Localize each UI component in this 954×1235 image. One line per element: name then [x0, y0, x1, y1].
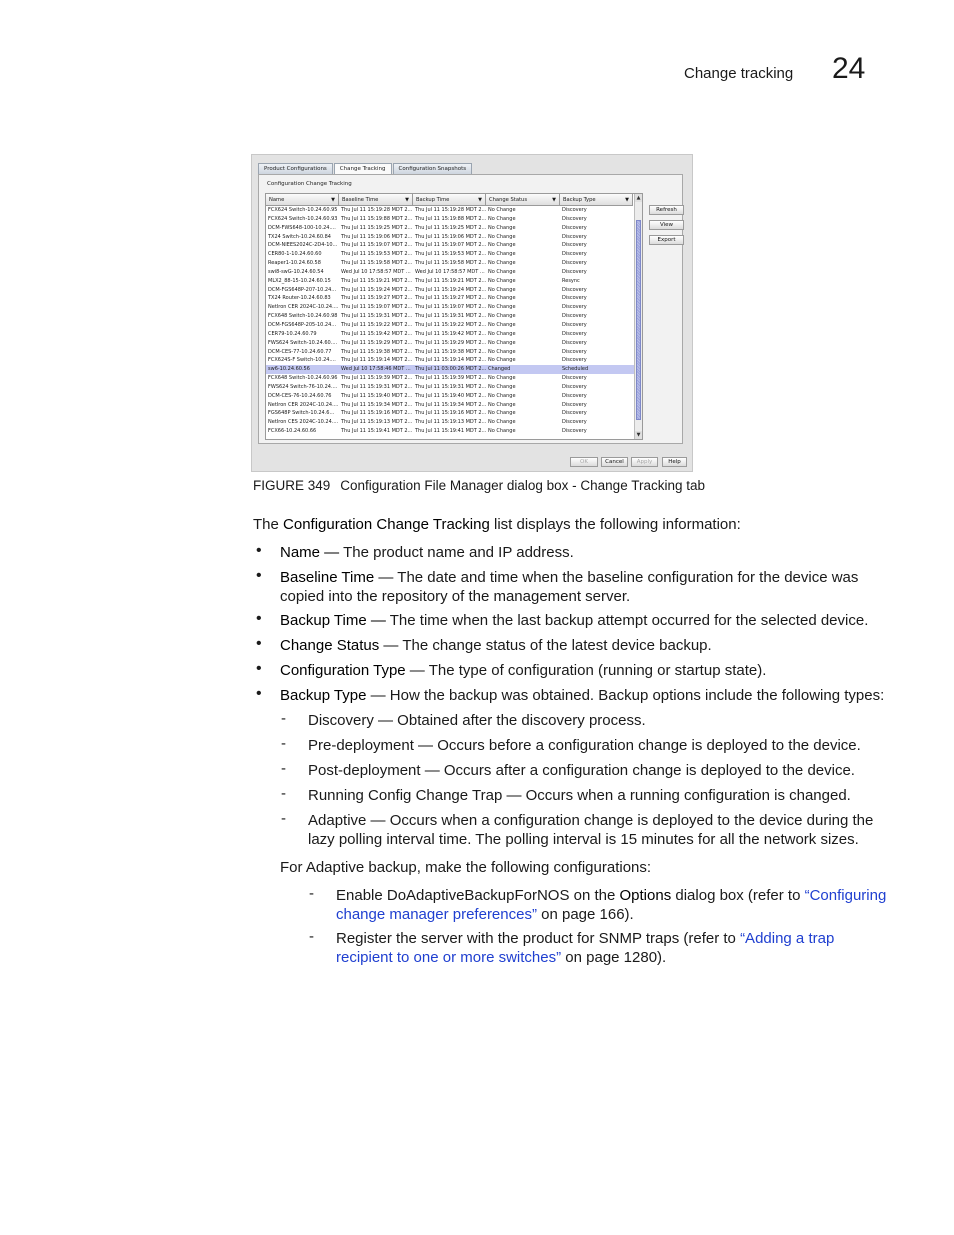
- tab-change-tracking[interactable]: Change Tracking: [334, 163, 392, 174]
- table-cell: FWS624 Switch-10.24.60....: [268, 339, 338, 346]
- table-cell: Thu Jul 11 15:19:88 MDT 2...: [415, 215, 486, 222]
- table-cell: Thu Jul 11 15:19:06 MDT 2...: [415, 233, 486, 240]
- table-cell: Wed Jul 10 17:58:57 MDT ...: [341, 268, 411, 275]
- table-cell: No Change: [488, 260, 516, 267]
- table-cell: Thu Jul 11 15:19:06 MDT 2...: [341, 233, 413, 240]
- column-header-change-status[interactable]: Change Status ▼: [486, 194, 560, 206]
- table-cell: No Change: [488, 295, 516, 302]
- table-row[interactable]: [266, 321, 636, 330]
- link-adding-trap-recipient[interactable]: “Adding a trap: [740, 930, 835, 947]
- table-cell: No Change: [488, 330, 516, 337]
- table-cell: Changed: [488, 366, 511, 373]
- figure-caption: [253, 478, 705, 493]
- table-cell: Thu Jul 11 15:19:07 MDT 2...: [341, 304, 413, 311]
- bullet-icon: •: [256, 610, 262, 627]
- table-cell: No Change: [488, 251, 516, 258]
- config-item-register-cont: recipient to one or more switches” on page 1280).: [336, 949, 667, 966]
- dash-marker: -: [281, 785, 286, 802]
- table-cell: FCX648 Switch-10.24.60.98: [268, 313, 338, 320]
- table-cell: CER79-10.24.60.79: [268, 330, 317, 337]
- table-row[interactable]: [266, 418, 636, 427]
- column-header-backup-type[interactable]: Backup Type ▼: [560, 194, 633, 206]
- table-cell: TX24 Switch-10.24.60.84: [268, 233, 331, 240]
- table-cell: No Change: [488, 392, 516, 399]
- table-cell: Resync: [562, 277, 580, 284]
- table-cell: No Change: [488, 428, 516, 435]
- table-row[interactable]: [266, 224, 636, 233]
- sub-item-adaptive-cont: lazy polling interval time. The polling interval is 15 minutes for all the network sizes.: [308, 831, 859, 848]
- table-cell: No Change: [488, 207, 516, 213]
- table-cell: Thu Jul 11 15:19:34 MDT 2...: [341, 401, 413, 408]
- list-item-change-status: Change Status — The change status of the latest device backup.: [280, 637, 712, 654]
- table-cell: DCM-NIEES2024C-2D4-10...: [268, 242, 338, 249]
- table-cell: FCX624S-F Switch-10.24....: [268, 357, 336, 364]
- table-cell: NetIron CER 2024C-10.24....: [268, 304, 339, 311]
- table-cell: Discovery: [562, 428, 587, 435]
- table-cell: Thu Jul 11 15:19:28 MDT 2...: [341, 207, 413, 213]
- group-label: Configuration Change Tracking: [267, 181, 352, 187]
- column-header-backup-time[interactable]: Backup Time ▼: [413, 194, 486, 206]
- table-cell: Thu Jul 11 15:19:29 MDT 2...: [415, 339, 486, 346]
- table-cell: Thu Jul 11 15:19:24 MDT 2...: [341, 286, 413, 293]
- config-item-enable-cont: change manager preferences” on page 166).: [336, 906, 634, 923]
- table-cell: Discovery: [562, 268, 587, 275]
- table-cell: Thu Jul 11 15:19:40 MDT 2...: [341, 392, 413, 399]
- table-cell: Thu Jul 11 15:19:38 MDT 2...: [341, 348, 413, 355]
- table-cell: Thu Jul 11 15:19:29 MDT 2...: [341, 339, 413, 346]
- table-cell: Thu Jul 11 15:19:39 MDT 2...: [341, 375, 413, 382]
- table-row[interactable]: [266, 206, 636, 215]
- table-row[interactable]: [266, 312, 636, 321]
- table-row[interactable]: [266, 303, 636, 312]
- table-body: [266, 206, 636, 436]
- table-cell: Thu Jul 11 15:19:24 MDT 2...: [415, 286, 486, 293]
- tab-bar: [258, 163, 473, 174]
- table-header: [266, 194, 636, 206]
- table-cell: Discovery: [562, 321, 587, 328]
- chapter-number: 24: [832, 52, 866, 85]
- table-cell: Thu Jul 11 15:19:31 MDT 2...: [341, 383, 413, 390]
- list-item-backup-type: Backup Type — How the backup was obtained. Backup options include the following types:: [280, 687, 885, 704]
- table-cell: Thu Jul 11 15:19:31 MDT 2...: [415, 383, 486, 390]
- table-cell: Thu Jul 11 15:19:16 MDT 2...: [415, 410, 486, 417]
- table-cell: Thu Jul 11 15:19:14 MDT 2...: [415, 357, 486, 364]
- table-cell: Discovery: [562, 215, 587, 222]
- table-cell: CER80-1-10.24.60.60: [268, 251, 322, 258]
- table-cell: Discovery: [562, 295, 587, 302]
- table-cell: Thu Jul 11 15:19:14 MDT 2...: [341, 357, 413, 364]
- table-cell: sw6-10.24.60.56: [268, 366, 310, 373]
- table-cell: NetIron CER 2024C-10.24....: [268, 401, 339, 408]
- bullet-icon: •: [256, 567, 262, 584]
- table-cell: Thu Jul 11 15:19:25 MDT 2...: [415, 224, 486, 231]
- table-cell: No Change: [488, 383, 516, 390]
- table-cell: FCX648 Switch-10.24.60.96: [268, 375, 338, 382]
- table-cell: No Change: [488, 321, 516, 328]
- list-item-baseline-time: Baseline Time — The date and time when the baseline configuration for the device was: [280, 569, 859, 586]
- table-cell: Thu Jul 11 15:19:07 MDT 2...: [341, 242, 413, 249]
- table-cell: Thu Jul 11 03:00:26 MDT 2...: [415, 366, 486, 373]
- table-cell: Discovery: [562, 224, 587, 231]
- table-cell: TX24 Router-10.24.60.83: [268, 295, 331, 302]
- list-item-backup-time: Backup Time — The time when the last backup attempt occurred for the selected device.: [280, 612, 869, 629]
- dash-marker: -: [309, 885, 314, 902]
- vertical-scrollbar[interactable]: [634, 194, 642, 439]
- dash-marker: -: [281, 710, 286, 727]
- table-cell: Thu Jul 11 15:19:40 MDT 2...: [415, 392, 486, 399]
- table-cell: FCX624 Switch-10.24.60.93: [268, 215, 338, 222]
- table-cell: Discovery: [562, 304, 587, 311]
- table-cell: Discovery: [562, 286, 587, 293]
- table-cell: No Change: [488, 401, 516, 408]
- table-row[interactable]: [266, 294, 636, 303]
- table-cell: No Change: [488, 224, 516, 231]
- table-cell: Thu Jul 11 15:19:42 MDT 2...: [341, 330, 413, 337]
- tab-configuration-snapshots[interactable]: Configuration Snapshots: [393, 163, 473, 174]
- help-button[interactable]: Help: [662, 457, 687, 467]
- table-cell: Thu Jul 11 15:19:41 MDT 2...: [415, 428, 486, 435]
- table-cell: Scheduled: [562, 366, 589, 373]
- header-title: Change tracking: [684, 65, 794, 82]
- table-row[interactable]: [266, 383, 636, 392]
- table-cell: Thu Jul 11 15:19:42 MDT 2...: [415, 330, 486, 337]
- figure-screenshot: [251, 154, 693, 472]
- export-button[interactable]: Export: [649, 235, 684, 245]
- table-cell: FCX66-10.24.60.66: [268, 428, 317, 435]
- table-cell: Discovery: [562, 348, 587, 355]
- table-row[interactable]: [266, 374, 636, 383]
- figure-label: FIGURE 349: [253, 478, 331, 493]
- table-cell: No Change: [488, 304, 516, 311]
- intro-paragraph: The Configuration Change Tracking list displays the following information:: [253, 516, 741, 533]
- table-cell: Thu Jul 11 15:19:53 MDT 2...: [415, 251, 486, 258]
- table-cell: No Change: [488, 277, 516, 284]
- adaptive-intro: For Adaptive backup, make the following configurations:: [280, 859, 652, 876]
- table-cell: FGS648P Switch-10.24.6...: [268, 410, 335, 417]
- scroll-down-icon[interactable]: ▼: [636, 432, 641, 438]
- table-cell: Thu Jul 11 15:19:16 MDT 2...: [341, 410, 413, 417]
- sub-item-pre-deployment: Pre-deployment — Occurs before a configuration change is deployed to the device.: [308, 737, 861, 754]
- table-cell: Thu Jul 11 15:19:21 MDT 2...: [341, 277, 413, 284]
- table-cell: No Change: [488, 348, 516, 355]
- table-cell: Discovery: [562, 339, 587, 346]
- table-cell: Thu Jul 11 15:19:27 MDT 2...: [415, 295, 486, 302]
- table-cell: No Change: [488, 233, 516, 240]
- table-cell: Discovery: [562, 233, 587, 240]
- column-header-baseline-time[interactable]: Baseline Time ▼: [339, 194, 413, 206]
- link-configuring-change-manager[interactable]: “Configuring: [804, 887, 887, 904]
- table-cell: Discovery: [562, 330, 587, 337]
- table-cell: FWS624 Switch-76-10.24....: [268, 383, 338, 390]
- bullet-icon: •: [256, 542, 262, 559]
- table-row[interactable]: [266, 259, 636, 268]
- dash-marker: -: [281, 810, 286, 827]
- dash-marker: -: [309, 928, 314, 945]
- table-cell: Thu Jul 11 15:19:07 MDT 2...: [415, 242, 486, 249]
- table-cell: NetIron CES 2024C-10.24....: [268, 419, 339, 426]
- table-row[interactable]: [266, 268, 636, 277]
- table-row[interactable]: [266, 215, 636, 224]
- table-row[interactable]: [266, 339, 636, 348]
- table-cell: Discovery: [562, 242, 587, 249]
- list-item-baseline-time-cont: copied into the repository of the management server.: [280, 588, 631, 605]
- bullet-icon: •: [256, 685, 262, 702]
- table-cell: Wed Jul 10 17:58:46 MDT ...: [341, 366, 411, 373]
- config-item-enable: Enable DoAdaptiveBackupForNOS on the Options dialog box (refer to “Configuring: [336, 887, 887, 904]
- table-cell: Discovery: [562, 260, 587, 267]
- table-cell: No Change: [488, 419, 516, 426]
- table-cell: Thu Jul 11 15:19:39 MDT 2...: [415, 375, 486, 382]
- tab-product-configurations[interactable]: Product Configurations: [258, 163, 333, 174]
- sort-arrow-icon: ▼: [625, 197, 629, 203]
- list-item-name: Name — The product name and IP address.: [280, 544, 574, 561]
- table-cell: DCM-CES-77-10.24.60.77: [268, 348, 332, 355]
- table-row[interactable]: [266, 348, 636, 357]
- sort-arrow-icon: ▼: [405, 197, 409, 203]
- sort-arrow-icon: ▼: [478, 197, 482, 203]
- table-cell: Thu Jul 11 15:19:34 MDT 2...: [415, 401, 486, 408]
- table-cell: Thu Jul 11 15:19:13 MDT 2...: [415, 419, 486, 426]
- list-item-configuration-type: Configuration Type — The type of configuration (running or startup state).: [280, 662, 767, 679]
- figure-title: Configuration File Manager dialog box - Change Tracking tab: [340, 478, 705, 493]
- sort-arrow-icon: ▼: [552, 197, 556, 203]
- table-cell: No Change: [488, 268, 516, 275]
- table-row[interactable]: [266, 392, 636, 401]
- table-cell: Discovery: [562, 401, 587, 408]
- table-row[interactable]: [266, 277, 636, 286]
- table-cell: Thu Jul 11 15:19:07 MDT 2...: [415, 304, 486, 311]
- dash-marker: -: [281, 760, 286, 777]
- table-cell: Thu Jul 11 15:19:38 MDT 2...: [415, 348, 486, 355]
- table-cell: Discovery: [562, 419, 587, 426]
- table-cell: No Change: [488, 313, 516, 320]
- table-cell: Thu Jul 11 15:19:53 MDT 2...: [341, 251, 413, 258]
- change-tracking-panel: [258, 174, 683, 444]
- link-adding-trap-recipient-cont[interactable]: recipient to one or more switches”: [336, 949, 562, 966]
- apply-button[interactable]: Apply: [631, 457, 658, 467]
- table-cell: Thu Jul 11 15:19:58 MDT 2...: [415, 260, 486, 267]
- table-cell: DCM-FWS648-100-10.24....: [268, 224, 336, 231]
- table-cell: Thu Jul 11 15:19:41 MDT 2...: [341, 428, 413, 435]
- table-row[interactable]: [266, 241, 636, 250]
- table-cell: Thu Jul 11 15:19:21 MDT 2...: [415, 277, 486, 284]
- table-cell: MLX2_88-15-10.24.60.15: [268, 277, 331, 284]
- dash-marker: -: [281, 735, 286, 752]
- table-row[interactable]: [266, 401, 636, 410]
- table-cell: Thu Jul 11 15:19:13 MDT 2...: [341, 419, 413, 426]
- table-cell: DCM-CES-76-10.24.60.76: [268, 392, 332, 399]
- scroll-thumb[interactable]: [636, 220, 641, 420]
- table-cell: Discovery: [562, 375, 587, 382]
- table-cell: Discovery: [562, 383, 587, 390]
- table-cell: Thu Jul 11 15:19:22 MDT 2...: [415, 321, 486, 328]
- table-cell: Discovery: [562, 392, 587, 399]
- table-cell: Thu Jul 11 15:19:27 MDT 2...: [341, 295, 413, 302]
- table-cell: Discovery: [562, 313, 587, 320]
- cancel-button[interactable]: Cancel: [601, 457, 628, 467]
- sub-item-adaptive: Adaptive — Occurs when a configuration change is deployed to the device during the: [308, 812, 874, 829]
- table-row[interactable]: [266, 286, 636, 295]
- table-row[interactable]: [266, 427, 636, 436]
- table-cell: No Change: [488, 286, 516, 293]
- table-cell: Thu Jul 11 15:19:28 MDT 2...: [415, 207, 486, 213]
- table-cell: Discovery: [562, 207, 587, 213]
- link-configuring-change-manager-cont[interactable]: change manager preferences”: [336, 906, 537, 923]
- sort-arrow-icon: ▼: [331, 197, 335, 203]
- table-cell: Discovery: [562, 410, 587, 417]
- table-cell: Thu Jul 11 15:19:88 MDT 2...: [341, 215, 413, 222]
- change-tracking-table: [265, 193, 643, 440]
- bullet-icon: •: [256, 635, 262, 652]
- table-row[interactable]: [266, 409, 636, 418]
- table-cell: Wed Jul 10 17:58:57 MDT ...: [415, 268, 485, 275]
- table-cell: No Change: [488, 339, 516, 346]
- table-cell: Thu Jul 11 15:19:22 MDT 2...: [341, 321, 413, 328]
- scroll-up-icon[interactable]: ▲: [636, 195, 641, 201]
- table-cell: No Change: [488, 215, 516, 222]
- sub-item-discovery: Discovery — Obtained after the discovery process.: [308, 712, 646, 729]
- table-row[interactable]: [266, 250, 636, 259]
- sub-item-post-deployment: Post-deployment — Occurs after a configuration change is deployed to the device.: [308, 762, 855, 779]
- view-button[interactable]: View: [649, 220, 684, 230]
- column-header-name[interactable]: Name ▼: [266, 194, 339, 206]
- refresh-button[interactable]: Refresh: [649, 205, 684, 215]
- table-cell: FCX624 Switch-10.24.60.95: [268, 207, 338, 213]
- table-cell: No Change: [488, 375, 516, 382]
- table-row[interactable]: [266, 356, 636, 365]
- table-row[interactable]: [266, 330, 636, 339]
- bullet-icon: •: [256, 660, 262, 677]
- sub-item-running-config: Running Config Change Trap — Occurs when a running configuration is changed.: [308, 787, 851, 804]
- table-cell: Thu Jul 11 15:19:31 MDT 2...: [415, 313, 486, 320]
- config-item-register: Register the server with the product for SNMP traps (refer to “Adding a trap: [336, 930, 835, 947]
- table-cell: No Change: [488, 410, 516, 417]
- table-cell: DCM-FGS648P-205-10.24...: [268, 321, 337, 328]
- ok-button[interactable]: OK: [570, 457, 598, 467]
- table-cell: No Change: [488, 242, 516, 249]
- table-cell: No Change: [488, 357, 516, 364]
- table-cell: Discovery: [562, 357, 587, 364]
- table-row[interactable]: [266, 233, 636, 242]
- table-cell: swi8-swG-10.24.60.54: [268, 268, 324, 275]
- table-cell: Reaper1-10.24.60.58: [268, 260, 321, 267]
- table-cell: DCM-FGS648P-207-10.24...: [268, 286, 337, 293]
- table-row[interactable]: [266, 365, 636, 374]
- table-cell: Discovery: [562, 251, 587, 258]
- table-cell: Thu Jul 11 15:19:58 MDT 2...: [341, 260, 413, 267]
- table-cell: Thu Jul 11 15:19:25 MDT 2...: [341, 224, 413, 231]
- table-cell: Thu Jul 11 15:19:31 MDT 2...: [341, 313, 413, 320]
